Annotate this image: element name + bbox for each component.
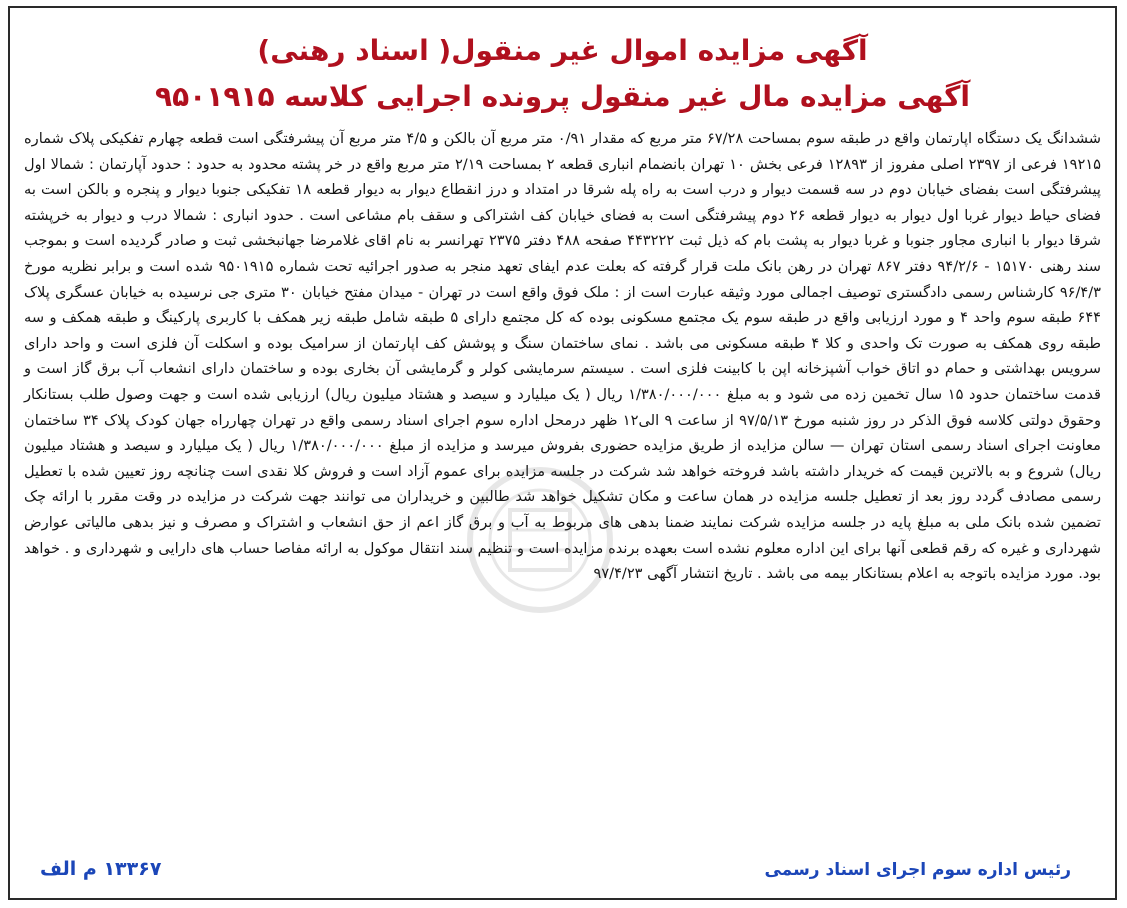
reference-code: ۱۳۳۶۷ م الف	[40, 858, 162, 880]
notice-title-secondary: آگهی مزایده مال غیر منقول پرونده اجرایی کلاسه ۹۵۰۱۹۱۵	[154, 80, 971, 113]
signature-title: رئیس اداره سوم اجرای اسناد رسمی	[764, 860, 1071, 880]
notice-footer	[24, 856, 1101, 890]
auction-notice	[8, 6, 1117, 900]
notice-title-primary: آگهی مزایده اموال غیر منقول( اسناد رهنی)	[257, 34, 868, 67]
notice-body-text: ششدانگ یک دستگاه اپارتمان واقع در طبقه سوم بمساحت ۶۷/۲۸ متر مربع که مقدار ۰/۹۱ متر مربع آن بالکن و ۴/۵ متر مربع آن پیشرفتگی است قطعه چهارم تفکیکی پلاک شماره ۱۹۲۱۵ فرعی از ۲۳۹۷ اصلی مفروز از ۱۲۸۹۳ فرعی بخش ۱۰ تهران بانضمام انباری قطعه ۲ بمساحت ۲/۱۹ متر مربع واقع در خر پشته محدود به حدود : حدود آپارتمان : شمالا اول پیشرفتگی است بفضای خیابان دوم در سه قسمت دیوار و درب است به راه پله شرقا در امتداد و درز انقطاع دیوار به دیوار قطعه ۱۸ تفکیکی جنوبا دیوار و پنجره و بالکن است به فضای حیاط دیوار غربا اول دیوار به دیوار قطعه ۲۶ دوم پیشرفتگی است به فضای خیابان کف اشتراکی و سقف بام مشاعی است . حدود انباری : شمالا درب و دیوار به خرپشته شرقا دیوار با انباری مجاور جنوبا و غربا دیوار به پشت بام که ذیل ثبت ۴۴۳۲۲۲ صفحه ۴۸۸ دفتر ۲۳۷۵ تهرانسر به نام اقای غلامرضا جهانبخشی ثبت و صادر گردیده است و بموجب سند رهنی ۱۵۱۷۰ - ۹۴/۲/۶ دفتر ۸۶۷ تهران در رهن بانک ملت قرار گرفته که بعلت عدم ایفای تعهد منجر به صدور اجرائیه تحت شماره ۹۵۰۱۹۱۵ شده است و برابر نظریه مورخ ۹۶/۴/۳ کارشناس رسمی دادگستری توصیف اجمالی مورد وثیقه عبارت است از : ملک فوق واقع است در تهران - میدان مفتح خیابان ۳۰ متری جی نرسیده به خیابان عسگری پلاک ۶۴۴ طبقه سوم واحد ۴ و مورد ارزیابی واقع در طبقه سوم یک مجتمع مسکونی بوده که کل مجتمع دارای ۵ طبقه شامل طبقه زیر همکف با کاربری پارکینگ و طبقه همکف و سه طبقه روی همکف به صورت تک واحدی و کلا ۴ طبقه مسکونی می باشد . نمای ساختمان سنگ و پوشش کف اپارتمان از سرامیک بوده و اسکلت آن فلزی است و واحد دارای سرویس بهداشتی و حمام دو اتاق خواب آشپزخانه اپن با کابینت فلزی است . سیستم سرمایشی کولر و گرمایشی آن بخاری بوده و ساختمان دارای انشعاب آب برق گاز است و قدمت ساختمان حدود ۱۵ سال تخمین زده می شود و به مبلغ ۱/۳۸۰/۰۰۰/۰۰۰ ریال ( یک میلیارد و سیصد و هشتاد میلیون ریال) ارزیابی شده است و جهت وصول طلب بستانکار وحقوق دولتی کلاسه فوق الذکر در روز شنبه مورخ ۹۷/۵/۱۳ از ساعت ۹ الی۱۲ ظهر درمحل اداره سوم اجرای اسناد رسمی واقع در تهران چهارراه جهان کودک پلاک ۳۴ ساختمان معاونت اجرای اسناد رسمی استان تهران — سالن مزایده از طریق مزایده حضوری بفروش میرسد و مزایده از مبلغ ۱/۳۸۰/۰۰۰/۰۰۰ ریال ( یک میلیارد و سیصد و هشتاد میلیون ریال) شروع و به بالاترین قیمت که خریدار داشته باشد فروخته خواهد شد شرکت در جلسه مزایده برای عموم آزاد است و فروش کلا نقدی است چنانچه روز تعیین شده با تعطیل رسمی مصادف گردد روز بعد از تعطیل جلسه مزایده در همان ساعت و مکان تشکیل خواهد شد طالبین و خریداران می توانند جهت شرکت در مزایده در وقت مقرر با ارائه چک تضمین شده بانک ملی به مبلغ پایه در جلسه مزایده شرکت نمایند ضمنا بدهی های مربوط به آب و برق گاز اعم از حق انشعاب و اشتراک و مصرف و نیز بدهی مالیاتی عوارض شهرداری و غیره که رقم قطعی آنها برای این اداره معلوم نشده است بعهده برنده مزایده است و تنظیم سند انتقال موکول به ارائه مفاصا حساب های دارایی و شهرداری و . خواهد بود. مورد مزایده باتوجه به اعلام بستانکار بیمه می باشد . تاریخ انتشار آگهی ۹۷/۴/۲۳	[24, 130, 1102, 583]
